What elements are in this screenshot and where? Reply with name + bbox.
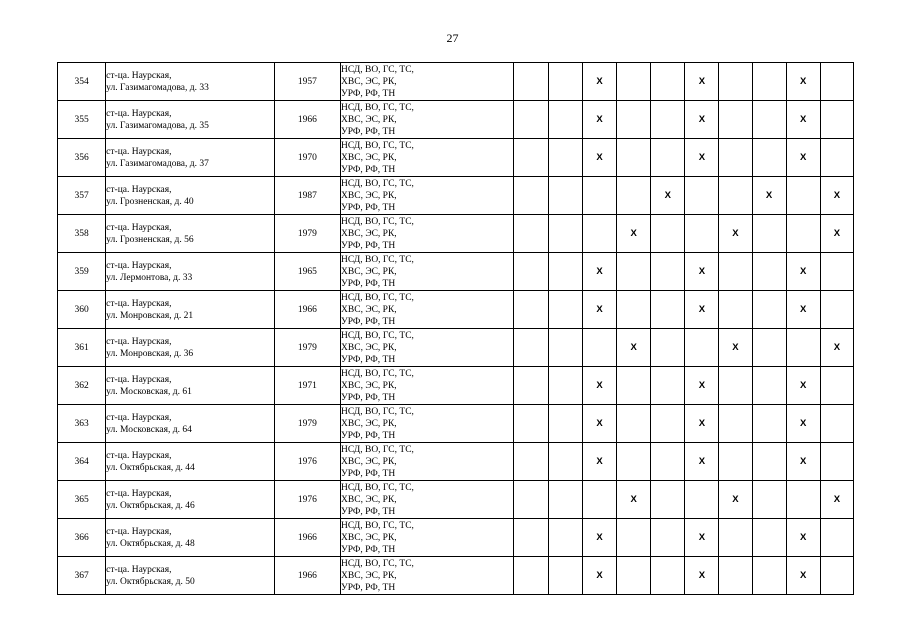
mark-cell: X <box>582 101 616 139</box>
row-number-cell: 367 <box>58 557 106 595</box>
table-row <box>58 329 854 367</box>
address-line: ул. Монровская, д. 36 <box>106 348 194 359</box>
address-line: ст-ца. Наурская, <box>106 564 172 575</box>
mark-cell: X <box>617 329 651 367</box>
address-line: ст-ца. Наурская, <box>106 488 172 499</box>
systems-line: ХВС, ЭС, РК, <box>341 228 397 239</box>
mark-cell <box>651 139 685 177</box>
mark-cell <box>617 253 651 291</box>
table-row <box>58 443 854 481</box>
mark-cell: X <box>786 253 820 291</box>
mark-cell <box>651 443 685 481</box>
mark-cell <box>651 63 685 101</box>
mark-cell: X <box>820 481 853 519</box>
mark-cell: X <box>719 215 752 253</box>
table-row <box>58 291 854 329</box>
mark-cell <box>719 101 752 139</box>
address-cell <box>106 329 275 367</box>
mark-cell <box>820 557 853 595</box>
mark-cell <box>786 215 820 253</box>
address-cell <box>106 215 275 253</box>
systems-line: ХВС, ЭС, РК, <box>341 266 397 277</box>
row-number-cell: 361 <box>58 329 106 367</box>
address-cell <box>106 557 275 595</box>
mark-cell <box>820 443 853 481</box>
systems-line: УРФ, РФ, ТН <box>341 202 396 213</box>
mark-cell <box>820 405 853 443</box>
mark-cell <box>617 177 651 215</box>
mark-cell <box>719 63 752 101</box>
table-row <box>58 481 854 519</box>
systems-line: НСД, ВО, ГС, ТС, <box>341 368 414 379</box>
systems-line: ХВС, ЭС, РК, <box>341 380 397 391</box>
systems-cell <box>341 557 514 595</box>
systems-cell <box>341 101 514 139</box>
systems-line: ХВС, ЭС, РК, <box>341 456 397 467</box>
mark-cell <box>651 101 685 139</box>
systems-line: ХВС, ЭС, РК, <box>341 152 397 163</box>
mark-cell: X <box>582 367 616 405</box>
systems-line: НСД, ВО, ГС, ТС, <box>341 482 414 493</box>
mark-cell: X <box>582 291 616 329</box>
address-cell <box>106 519 275 557</box>
mark-cell <box>617 367 651 405</box>
address-line: ул. Октябрьская, д. 44 <box>106 462 195 473</box>
row-number-cell: 359 <box>58 253 106 291</box>
mark-cell: X <box>685 405 719 443</box>
systems-cell <box>341 215 514 253</box>
systems-line: НСД, ВО, ГС, ТС, <box>341 406 414 417</box>
mark-cell <box>513 481 548 519</box>
row-number-cell: 366 <box>58 519 106 557</box>
mark-cell: X <box>786 63 820 101</box>
mark-cell <box>752 367 786 405</box>
mark-cell <box>752 405 786 443</box>
address-line: ст-ца. Наурская, <box>106 412 172 423</box>
mark-cell <box>513 177 548 215</box>
mark-cell <box>752 443 786 481</box>
systems-line: НСД, ВО, ГС, ТС, <box>341 140 414 151</box>
systems-line: НСД, ВО, ГС, ТС, <box>341 558 414 569</box>
mark-cell: X <box>685 367 719 405</box>
mark-cell <box>651 367 685 405</box>
mark-cell <box>719 139 752 177</box>
mark-cell <box>582 177 616 215</box>
table-row <box>58 405 854 443</box>
address-line: ст-ца. Наурская, <box>106 70 172 81</box>
address-line: ул. Московская, д. 61 <box>106 386 192 397</box>
mark-cell: X <box>786 519 820 557</box>
address-cell <box>106 291 275 329</box>
mark-cell: X <box>651 177 685 215</box>
mark-cell <box>820 367 853 405</box>
mark-cell <box>513 101 548 139</box>
address-line: ст-ца. Наурская, <box>106 298 172 309</box>
table-row <box>58 215 854 253</box>
address-line: ул. Газимагомадова, д. 33 <box>106 82 209 93</box>
year-cell: 1966 <box>274 519 340 557</box>
mark-cell: X <box>582 557 616 595</box>
year-cell: 1965 <box>274 253 340 291</box>
systems-line: УРФ, РФ, ТН <box>341 164 396 175</box>
mark-cell <box>752 63 786 101</box>
mark-cell <box>820 63 853 101</box>
address-line: ул. Монровская, д. 21 <box>106 310 194 321</box>
mark-cell <box>685 177 719 215</box>
mark-cell <box>719 291 752 329</box>
systems-line: УРФ, РФ, ТН <box>341 468 396 479</box>
systems-line: УРФ, РФ, ТН <box>341 316 396 327</box>
systems-cell <box>341 291 514 329</box>
address-line: ст-ца. Наурская, <box>106 108 172 119</box>
address-line: ст-ца. Наурская, <box>106 184 172 195</box>
systems-line: НСД, ВО, ГС, ТС, <box>341 330 414 341</box>
table-body <box>58 63 854 595</box>
row-number-cell: 363 <box>58 405 106 443</box>
mark-cell: X <box>685 557 719 595</box>
table-row <box>58 253 854 291</box>
mark-cell <box>651 481 685 519</box>
systems-line: ХВС, ЭС, РК, <box>341 304 397 315</box>
mark-cell: X <box>786 291 820 329</box>
systems-line: ХВС, ЭС, РК, <box>341 114 397 125</box>
mark-cell <box>752 139 786 177</box>
mark-cell: X <box>685 519 719 557</box>
systems-line: НСД, ВО, ГС, ТС, <box>341 520 414 531</box>
systems-line: УРФ, РФ, ТН <box>341 88 396 99</box>
table-row <box>58 177 854 215</box>
mark-cell: X <box>582 63 616 101</box>
mark-cell <box>548 557 582 595</box>
table-row <box>58 557 854 595</box>
table-row <box>58 101 854 139</box>
mark-cell <box>548 405 582 443</box>
mark-cell <box>513 215 548 253</box>
mark-cell: X <box>685 443 719 481</box>
address-line: ул. Лермонтова, д. 33 <box>106 272 193 283</box>
mark-cell <box>548 329 582 367</box>
year-cell: 1966 <box>274 291 340 329</box>
mark-cell <box>752 329 786 367</box>
mark-cell <box>752 519 786 557</box>
row-number-cell: 365 <box>58 481 106 519</box>
mark-cell: X <box>582 405 616 443</box>
address-line: ст-ца. Наурская, <box>106 374 172 385</box>
mark-cell: X <box>820 215 853 253</box>
systems-line: УРФ, РФ, ТН <box>341 354 396 365</box>
mark-cell: X <box>685 253 719 291</box>
systems-line: УРФ, РФ, ТН <box>341 240 396 251</box>
mark-cell: X <box>719 481 752 519</box>
mark-cell <box>548 253 582 291</box>
mark-cell: X <box>685 139 719 177</box>
systems-cell <box>341 519 514 557</box>
mark-cell <box>617 291 651 329</box>
mark-cell <box>513 405 548 443</box>
year-cell: 1966 <box>274 101 340 139</box>
mark-cell <box>651 519 685 557</box>
mark-cell <box>786 481 820 519</box>
mark-cell <box>651 405 685 443</box>
mark-cell: X <box>582 139 616 177</box>
systems-line: НСД, ВО, ГС, ТС, <box>341 292 414 303</box>
mark-cell <box>820 291 853 329</box>
mark-cell <box>651 329 685 367</box>
mark-cell <box>752 101 786 139</box>
mark-cell <box>548 215 582 253</box>
mark-cell <box>513 139 548 177</box>
systems-line: ХВС, ЭС, РК, <box>341 342 397 353</box>
mark-cell <box>685 215 719 253</box>
systems-cell <box>341 253 514 291</box>
mark-cell <box>617 101 651 139</box>
systems-line: УРФ, РФ, ТН <box>341 278 396 289</box>
mark-cell <box>548 481 582 519</box>
year-cell: 1979 <box>274 405 340 443</box>
mark-cell <box>786 177 820 215</box>
row-number-cell: 360 <box>58 291 106 329</box>
mark-cell <box>752 291 786 329</box>
systems-line: ХВС, ЭС, РК, <box>341 76 397 87</box>
address-line: ст-ца. Наурская, <box>106 336 172 347</box>
address-line: ул. Октябрьская, д. 48 <box>106 538 195 549</box>
mark-cell <box>719 519 752 557</box>
address-line: ул. Грозненская, д. 40 <box>106 196 194 207</box>
mark-cell <box>719 557 752 595</box>
mark-cell <box>820 519 853 557</box>
mark-cell <box>820 253 853 291</box>
mark-cell <box>685 329 719 367</box>
table-row <box>58 519 854 557</box>
address-cell <box>106 177 275 215</box>
row-number-cell: 358 <box>58 215 106 253</box>
mark-cell <box>513 253 548 291</box>
address-line: ул. Московская, д. 64 <box>106 424 192 435</box>
systems-cell <box>341 63 514 101</box>
mark-cell <box>582 215 616 253</box>
systems-line: НСД, ВО, ГС, ТС, <box>341 178 414 189</box>
systems-line: ХВС, ЭС, РК, <box>341 190 397 201</box>
mark-cell <box>548 291 582 329</box>
mark-cell: X <box>786 443 820 481</box>
mark-cell <box>719 367 752 405</box>
mark-cell: X <box>617 481 651 519</box>
address-cell <box>106 253 275 291</box>
systems-line: НСД, ВО, ГС, ТС, <box>341 102 414 113</box>
systems-line: УРФ, РФ, ТН <box>341 392 396 403</box>
table-row <box>58 367 854 405</box>
address-cell <box>106 367 275 405</box>
address-line: ст-ца. Наурская, <box>106 146 172 157</box>
mark-cell <box>513 329 548 367</box>
mark-cell <box>651 215 685 253</box>
systems-cell <box>341 329 514 367</box>
mark-cell: X <box>617 215 651 253</box>
year-cell: 1970 <box>274 139 340 177</box>
mark-cell: X <box>752 177 786 215</box>
address-cell <box>106 139 275 177</box>
mark-cell <box>651 557 685 595</box>
systems-line: НСД, ВО, ГС, ТС, <box>341 64 414 75</box>
mark-cell <box>513 557 548 595</box>
systems-line: ХВС, ЭС, РК, <box>341 418 397 429</box>
mark-cell <box>513 519 548 557</box>
year-cell: 1971 <box>274 367 340 405</box>
mark-cell <box>752 557 786 595</box>
systems-cell <box>341 481 514 519</box>
mark-cell <box>719 443 752 481</box>
mark-cell: X <box>786 557 820 595</box>
address-line: ст-ца. Наурская, <box>106 260 172 271</box>
systems-line: ХВС, ЭС, РК, <box>341 532 397 543</box>
mark-cell: X <box>582 253 616 291</box>
address-line: ул. Газимагомадова, д. 37 <box>106 158 209 169</box>
housing-table <box>57 62 854 595</box>
mark-cell: X <box>582 519 616 557</box>
address-cell <box>106 63 275 101</box>
row-number-cell: 354 <box>58 63 106 101</box>
mark-cell <box>617 443 651 481</box>
address-line: ул. Газимагомадова, д. 35 <box>106 120 209 131</box>
mark-cell: X <box>685 63 719 101</box>
systems-cell <box>341 367 514 405</box>
mark-cell: X <box>786 405 820 443</box>
mark-cell: X <box>820 177 853 215</box>
address-cell <box>106 405 275 443</box>
mark-cell <box>548 101 582 139</box>
row-number-cell: 364 <box>58 443 106 481</box>
row-number-cell: 357 <box>58 177 106 215</box>
mark-cell <box>548 443 582 481</box>
systems-cell <box>341 405 514 443</box>
mark-cell <box>548 367 582 405</box>
systems-line: НСД, ВО, ГС, ТС, <box>341 444 414 455</box>
mark-cell: X <box>786 139 820 177</box>
address-cell <box>106 481 275 519</box>
address-line: ст-ца. Наурская, <box>106 526 172 537</box>
mark-cell <box>548 177 582 215</box>
address-line: ст-ца. Наурская, <box>106 222 172 233</box>
year-cell: 1957 <box>274 63 340 101</box>
mark-cell <box>513 63 548 101</box>
mark-cell <box>513 291 548 329</box>
systems-line: НСД, ВО, ГС, ТС, <box>341 254 414 265</box>
systems-line: УРФ, РФ, ТН <box>341 430 396 441</box>
mark-cell <box>548 63 582 101</box>
mark-cell <box>548 519 582 557</box>
mark-cell <box>752 481 786 519</box>
mark-cell <box>617 519 651 557</box>
mark-cell <box>617 557 651 595</box>
mark-cell <box>617 63 651 101</box>
systems-cell <box>341 177 514 215</box>
mark-cell <box>719 177 752 215</box>
mark-cell <box>513 367 548 405</box>
year-cell: 1976 <box>274 481 340 519</box>
mark-cell: X <box>685 101 719 139</box>
table-row <box>58 139 854 177</box>
mark-cell <box>617 405 651 443</box>
mark-cell <box>582 329 616 367</box>
table-row <box>58 63 854 101</box>
mark-cell <box>719 405 752 443</box>
page-number: 27 <box>446 31 459 45</box>
systems-cell <box>341 443 514 481</box>
address-cell <box>106 101 275 139</box>
row-number-cell: 355 <box>58 101 106 139</box>
systems-line: УРФ, РФ, ТН <box>341 582 396 593</box>
mark-cell: X <box>685 291 719 329</box>
systems-line: ХВС, ЭС, РК, <box>341 494 397 505</box>
address-cell <box>106 443 275 481</box>
row-number-cell: 356 <box>58 139 106 177</box>
mark-cell: X <box>582 443 616 481</box>
systems-cell <box>341 139 514 177</box>
systems-line: УРФ, РФ, ТН <box>341 126 396 137</box>
year-cell: 1966 <box>274 557 340 595</box>
year-cell: 1987 <box>274 177 340 215</box>
mark-cell <box>651 291 685 329</box>
systems-line: ХВС, ЭС, РК, <box>341 570 397 581</box>
mark-cell: X <box>786 101 820 139</box>
mark-cell <box>548 139 582 177</box>
mark-cell <box>719 253 752 291</box>
year-cell: 1976 <box>274 443 340 481</box>
mark-cell <box>786 329 820 367</box>
row-number-cell: 362 <box>58 367 106 405</box>
mark-cell <box>820 139 853 177</box>
mark-cell: X <box>820 329 853 367</box>
systems-line: НСД, ВО, ГС, ТС, <box>341 216 414 227</box>
year-cell: 1979 <box>274 215 340 253</box>
mark-cell <box>820 101 853 139</box>
address-line: ул. Грозненская, д. 56 <box>106 234 194 245</box>
mark-cell <box>513 443 548 481</box>
address-line: ул. Октябрьская, д. 46 <box>106 500 195 511</box>
address-line: ст-ца. Наурская, <box>106 450 172 461</box>
systems-line: УРФ, РФ, ТН <box>341 506 396 517</box>
mark-cell: X <box>719 329 752 367</box>
mark-cell: X <box>786 367 820 405</box>
year-cell: 1979 <box>274 329 340 367</box>
mark-cell <box>617 139 651 177</box>
systems-line: УРФ, РФ, ТН <box>341 544 396 555</box>
mark-cell <box>752 215 786 253</box>
mark-cell <box>582 481 616 519</box>
mark-cell <box>685 481 719 519</box>
mark-cell <box>752 253 786 291</box>
mark-cell <box>651 253 685 291</box>
address-line: ул. Октябрьская, д. 50 <box>106 576 195 587</box>
